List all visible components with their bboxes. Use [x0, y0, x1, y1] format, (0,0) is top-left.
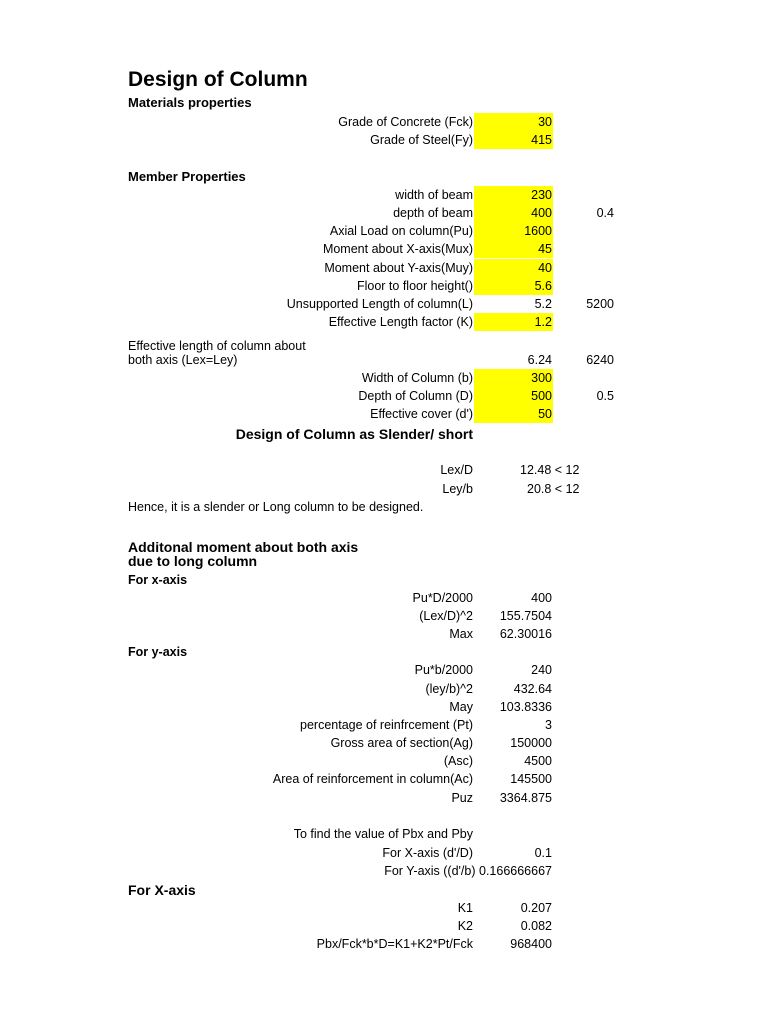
label-unsupported-length: Unsupported Length of column(L) — [286, 297, 473, 311]
value-puz: 3364.875 — [499, 791, 552, 805]
label-puz: Puz — [451, 791, 473, 805]
value-lex-d: 12.48 < 12 — [520, 463, 580, 477]
label-depth-of-beam: depth of beam — [393, 206, 473, 220]
value-pu-b: 240 — [531, 663, 552, 677]
label-effective-cover: Effective cover (d') — [370, 407, 473, 421]
extra-column-depth: 0.5 — [596, 389, 614, 403]
slender-conclusion: Hence, it is a slender or Long column to be designed. — [128, 500, 424, 514]
value-lex-d-sq: 155.7504 — [499, 609, 552, 623]
value-asc: 4500 — [524, 754, 552, 768]
value-pbx: 968400 — [510, 937, 552, 951]
label-pu-d: Pu*D/2000 — [412, 591, 473, 605]
value-pt: 3 — [545, 718, 552, 732]
value-x-ratio: 0.1 — [534, 846, 552, 860]
label-lex-d-sq: (Lex/D)^2 — [419, 609, 473, 623]
additional-heading-1: Additonal moment about both axis — [128, 539, 359, 555]
value-ley-b: 20.8 < 12 — [527, 482, 580, 496]
label-effective-length-2: both axis (Lex=Ley) — [128, 353, 238, 367]
label-pbx: Pbx/Fck*b*D=K1+K2*Pt/Fck — [316, 937, 473, 951]
label-ag: Gross area of section(Ag) — [330, 736, 473, 750]
value-muy[interactable]: 40 — [538, 261, 552, 275]
label-k1: K1 — [457, 901, 473, 915]
value-may: 103.8336 — [499, 700, 552, 714]
value-floor-height[interactable]: 5.6 — [534, 279, 552, 293]
value-k1: 0.207 — [520, 901, 552, 915]
value-effective-length[interactable]: 6.24 — [527, 353, 552, 367]
label-max: Max — [449, 627, 473, 641]
additional-heading-2: due to long column — [128, 553, 258, 569]
label-fy: Grade of Steel(Fy) — [370, 133, 473, 147]
value-column-width[interactable]: 300 — [531, 371, 552, 385]
label-x-ratio: For X-axis (d'/D) — [382, 846, 473, 860]
label-column-depth: Depth of Column (D) — [358, 389, 473, 403]
label-axial-load: Axial Load on column(Pu) — [329, 224, 473, 238]
value-pu-d: 400 — [531, 591, 552, 605]
value-mux[interactable]: 45 — [538, 242, 552, 256]
label-pu-b: Pu*b/2000 — [414, 663, 473, 677]
label-effective-length-1: Effective length of column about — [128, 339, 306, 353]
x-axis-heading: For X-axis — [128, 882, 196, 898]
member-heading: Member Properties — [128, 169, 246, 184]
extra-depth-of-beam: 0.4 — [596, 206, 614, 220]
value-unsupported-length[interactable]: 5.2 — [534, 297, 552, 311]
value-depth-of-beam[interactable]: 400 — [531, 206, 552, 220]
value-width-of-beam[interactable]: 230 — [531, 188, 552, 202]
materials-heading: Materials properties — [128, 95, 252, 110]
value-k2: 0.082 — [520, 919, 552, 933]
label-column-width: Width of Column (b) — [361, 371, 473, 385]
value-fy[interactable]: 415 — [531, 133, 552, 147]
label-mux: Moment about X-axis(Mux) — [322, 242, 473, 256]
value-effective-cover[interactable]: 50 — [538, 407, 552, 421]
label-ac: Area of reinforcement in column(Ac) — [272, 772, 473, 786]
value-fck[interactable]: 30 — [538, 115, 552, 129]
extra-effective-length: 6240 — [586, 353, 614, 367]
value-axial-load[interactable]: 1600 — [524, 224, 552, 238]
y-axis-subheading: For y-axis — [128, 645, 188, 659]
slender-heading: Design of Column as Slender/ short — [235, 426, 473, 442]
label-muy: Moment about Y-axis(Muy) — [324, 261, 473, 275]
label-k2: K2 — [457, 919, 473, 933]
y-ratio-text: For Y-axis ((d'/b) 0.166666667 — [384, 864, 552, 878]
value-column-depth[interactable]: 500 — [531, 389, 552, 403]
value-ac: 145500 — [510, 772, 552, 786]
label-width-of-beam: width of beam — [395, 188, 473, 202]
label-ley-b: Ley/b — [442, 482, 473, 496]
label-asc: (Asc) — [443, 754, 473, 768]
x-axis-subheading: For x-axis — [128, 573, 188, 587]
label-k-factor: Effective Length factor (K) — [328, 315, 473, 329]
label-fck: Grade of Concrete (Fck) — [338, 115, 473, 129]
page-title: Design of Column — [128, 68, 308, 91]
value-k-factor[interactable]: 1.2 — [534, 315, 552, 329]
label-floor-height: Floor to floor height() — [356, 279, 473, 293]
pbx-intro: To find the value of Pbx and Pby — [293, 827, 473, 841]
label-lex-d: Lex/D — [440, 463, 473, 477]
extra-unsupported-length: 5200 — [586, 297, 614, 311]
label-pt: percentage of reinfrcement (Pt) — [300, 718, 473, 732]
value-max: 62.30016 — [499, 627, 552, 641]
value-ag: 150000 — [510, 736, 552, 750]
value-ley-b-sq: 432.64 — [513, 682, 552, 696]
label-ley-b-sq: (ley/b)^2 — [425, 682, 473, 696]
label-may: May — [449, 700, 473, 714]
